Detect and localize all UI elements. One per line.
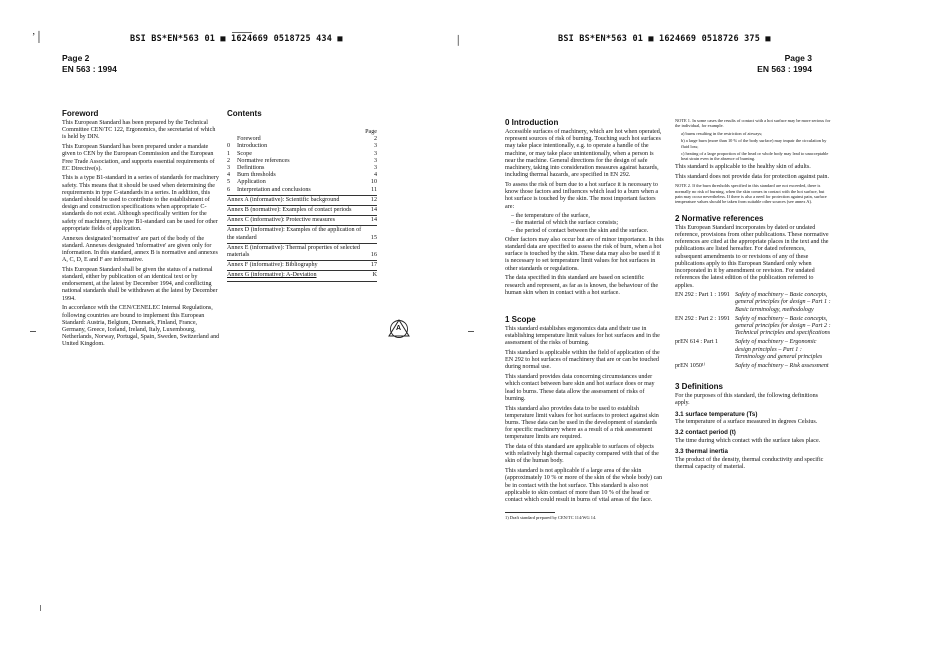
foreword-paragraph: In accordance with the CEN/CENELEC Internal Regulations, following countries are bound to implement this European Standard: Austria, Belgium, Denmark, Finland, France, Germany, Greece, Iceland, Ireland, Italy, Luxembourg, Netherlands, Norway, Portugal, Spain, Sweden, Switzerland and United Kingdom. xyxy=(62,305,220,348)
toc-annex-page: 15 xyxy=(370,234,377,241)
factor-list xyxy=(511,213,665,235)
toc-annex-page: 14 xyxy=(370,207,377,214)
intro-paragraph: Accessible surfaces of machinery, which are hot when operated, represent sources of risk of burning. Touching such hot surfaces may take place intentionally, e.g. to operate a handle of the machine, or may take place unintentionally, when a person is near the machine. General directions for the design of safe machinery, taking into consideration measures against hazards, including thermal hazards, are specified in EN 292. xyxy=(505,129,662,179)
toc-item[interactable] xyxy=(227,136,377,143)
deviation-stamp-letter: A xyxy=(396,325,402,332)
reference-title: Safety of machinery – Basic concepts, general principles for design – Part 1 : Basic terminology, methodology xyxy=(735,292,831,313)
definitions-intro: For the purposes of this standard, the following definitions apply. xyxy=(675,393,819,407)
factor-item: – the material of which the surface consists; xyxy=(511,220,665,227)
contents-title: Contents xyxy=(227,109,262,118)
reference-item[interactable] xyxy=(675,339,833,361)
toc-item[interactable] xyxy=(227,143,377,150)
notes-references-column xyxy=(675,118,833,473)
toc-num: 4 xyxy=(227,172,231,179)
header-code-right: BSI BS*EN*563 01 ■ 1624669 0518726 375 ■ xyxy=(558,34,771,44)
note-1-item: b) a large burn (more than 10 % of the body surface) may impair the circulation by fluid loss; xyxy=(681,138,827,149)
toc-title: Application xyxy=(237,179,266,186)
scope-paragraph: The data of this standard are applicable to surfaces of objects with relatively high thermal capacity compared with that of the skin of the human body. xyxy=(505,444,659,465)
toc-page: 3 xyxy=(373,157,377,164)
definition-text: The product of the density, thermal conductivity and specific thermal capacity of material. xyxy=(675,456,824,470)
toc-item[interactable] xyxy=(227,187,377,194)
reference-item[interactable] xyxy=(675,363,833,370)
toc-annex-page: 14 xyxy=(370,217,377,224)
reference-item[interactable] xyxy=(675,316,833,338)
foreword-paragraph: This European Standard shall be given the status of a national standard, either by publication of an identical text or by endorsement, at the latest by December 1994, and conflicting national standards shall be withdrawn at the latest by December 1994. xyxy=(62,266,218,302)
toc-annex-title: Annex F (informative): Bibliography xyxy=(227,262,318,269)
definition-text: The temperature of a surface measured in degrees Celsius. xyxy=(675,419,818,426)
factor-item: – the temperature of the surface, xyxy=(511,213,665,220)
toc-num: 6 xyxy=(227,186,231,193)
note-2: NOTE 2. If the burn thresholds specified in this standard are not exceeded, there is normally no risk of burning, when the skin comes in contact with the hot surface, but pain may occur nevertheless. If there is also a need for protection against pain, surface temperature values should be taken from suitable other sources (see annex A). xyxy=(675,183,827,205)
deviation-stamp xyxy=(388,318,410,338)
header-code-left: BSI BS*EN*563 01 ■ 1624669 0518725 434 ■ xyxy=(130,34,343,44)
toc-item[interactable] xyxy=(227,165,377,172)
toc-annex-item[interactable] xyxy=(227,243,377,260)
scope-heading: 1 Scope xyxy=(505,314,536,324)
toc-title: Interpretation and conclusions xyxy=(237,186,311,193)
toc-annex-title: Annex G (informative): A-Deviation xyxy=(227,272,317,279)
toc-page: 2 xyxy=(373,136,377,143)
foreword-paragraph: This European Standard has been prepared under a mandate given to CEN by the European Commission and the European Free Trade Association, and supports essential requirements of EC Directive(s). xyxy=(62,144,215,172)
page-label-right: Page 3 xyxy=(784,53,812,63)
foreword-paragraph: This is a type B1-standard in a series of standards for machinery safety. This means that it should be used when determining the requirements in type C-standards in a series. In addition, this standard should be used to contribute to the establishment of design and construction specifications when appropriate C-standards do not exist. Although specifically written for the safety of machinery, this type B1-standard can be used for other appropriate fields of application. xyxy=(62,175,219,232)
toc-title: Introduction xyxy=(237,143,268,150)
intro-paragraph: Other factors may also occur but are of minor importance. In this standard data are specified to assess the risk of burn, when a hot surface is touched by the skin. These data may also be used if it is necessary to set temperature limit values for hot surfaces in other standards or regulations. xyxy=(505,236,664,272)
toc-annex-page: 17 xyxy=(370,262,377,269)
bottom-mark-left xyxy=(40,605,41,611)
intro-paragraph: The data specified in this standard are based on scientific research and represent, as far as is known, the behaviour of the human skin when in contact with a hot surface. xyxy=(505,275,659,296)
toc-annex-item[interactable] xyxy=(227,215,377,225)
reference-title: Safety of machinery – Risk assessment xyxy=(735,363,829,370)
reference-item[interactable] xyxy=(675,292,833,314)
corner-mark-center: │ xyxy=(455,35,462,45)
header-rule-left xyxy=(232,32,252,33)
contents-page-label: Page xyxy=(365,129,377,135)
toc-num: 0 xyxy=(227,143,231,150)
foreword-paragraph: This European Standard has been prepared by the Technical Committee CEN/TC 122, Ergonomics, the secretariat of which is held by DIN. xyxy=(62,120,216,141)
toc-page: 3 xyxy=(373,143,377,150)
toc-num: 5 xyxy=(227,179,231,186)
scope-paragraph: This standard is not applicable if a large area of the skin (approximately 10 % or more of the skin of the whole body) can be in contact with the hot surface. This standard is also not applicable to skin contact of more than 10 % of the head or contact which could result in burns of vital areas of the face. xyxy=(505,468,663,503)
footnote-rule xyxy=(505,512,555,513)
toc-page: 4 xyxy=(373,172,377,179)
corner-mark-left: ’│ xyxy=(32,32,43,43)
foreword-paragraph: Annexes designated 'normative' are part of the body of the standard. Annexes designated 'informative' are given only for information. In this standard, annex B is normative and annexes A, C, D, E and F are informative. xyxy=(62,235,218,264)
toc-title: Foreword xyxy=(237,136,261,143)
toc-title: Scope xyxy=(237,150,252,157)
intro-paragraph: To assess the risk of burn due to a hot surface it is necessary to know those factors and influences which lead to a burn when a hot surface is touched by the skin. The most important factors are: xyxy=(505,181,659,210)
intro-scope-column xyxy=(505,118,665,522)
margin-mark-left xyxy=(30,331,36,332)
toc-annex-page: K xyxy=(372,272,377,279)
scope-paragraph: This standard provides data concerning circumstances under which contact between bare skin and hot surface does or may lead to burns. These data allow the assessment of risks of burning. xyxy=(505,374,655,402)
toc-item[interactable] xyxy=(227,172,377,179)
toc-annex-page: 16 xyxy=(370,252,377,259)
toc-annex-title: Annex B (normative): Examples of contact periods xyxy=(227,207,352,214)
toc-page: 11 xyxy=(371,186,377,193)
toc-page: 10 xyxy=(370,179,377,186)
toc-page: 3 xyxy=(373,165,377,172)
footnote: 1) Draft standard prepared by CEN/TC 114/WG 14. xyxy=(505,514,597,520)
note-1-item: c) heating of a large proportion of the head or whole body may lead to unacceptable heat strain even in the absence of burning. xyxy=(681,151,829,162)
toc-annex-item[interactable] xyxy=(227,225,377,242)
pain-text: This standard does not provide data for protection against pain. xyxy=(675,173,829,180)
toc-title: Burn thresholds xyxy=(237,172,276,179)
factor-item: – the period of contact between the skin and the surface. xyxy=(511,228,665,235)
toc-annex-title: Annex E (informative): Thermal properties of selected materials xyxy=(227,244,360,259)
toc-item[interactable] xyxy=(227,179,377,186)
scope-paragraph: This standard establishes ergonomics data and their use in establishing temperature limit values for hot surfaces and in the assessment of the risks of burning. xyxy=(505,325,660,347)
contents-page-header xyxy=(227,129,377,136)
reference-code: prEN 614 : Part 1 xyxy=(675,339,718,346)
toc-page: 3 xyxy=(373,150,377,157)
toc-annex-item[interactable] xyxy=(227,260,377,270)
standard-id-left: EN 563 : 1994 xyxy=(62,64,117,74)
toc-annex-page: 12 xyxy=(370,196,377,203)
toc-annex-item[interactable] xyxy=(227,195,377,205)
scope-paragraph: This standard also provides data to be used to establish temperature limit values for hot surfaces to protect against skin burns. These data can be used in the development of standards for specific machinery where as a result of a risk assessment temperature limits are required. xyxy=(505,405,659,441)
toc-num xyxy=(227,136,237,143)
definition-term: 3.1 surface temperature (Ts) xyxy=(675,410,758,418)
toc-annex-title: Annex A (informative): Scientific background xyxy=(227,196,340,203)
toc-annex-title: Annex D (informative): Examples of the application of the standard xyxy=(227,227,362,241)
standard-id-right: EN 563 : 1994 xyxy=(757,64,812,74)
toc-annex-item[interactable] xyxy=(227,270,377,281)
reference-code: EN 292 : Part 2 : 1991 xyxy=(675,315,730,322)
toc-annex-item[interactable] xyxy=(227,205,377,215)
definition-text: The time during which contact with the surface takes place. xyxy=(675,437,821,444)
toc-num: 1 xyxy=(227,150,231,157)
foreword-column xyxy=(62,109,220,351)
applicability-text: This standard is applicable to the healthy skin of adults. xyxy=(675,163,811,170)
reference-code: prEN 1050¹⁾ xyxy=(675,363,706,370)
reference-code: EN 292 : Part 1 : 1991 xyxy=(675,292,730,299)
foreword-title: Foreword xyxy=(62,109,99,118)
toc-num: 3 xyxy=(227,165,231,172)
toc-title: Normative references xyxy=(237,157,290,164)
page-number-right xyxy=(757,53,812,75)
reference-title: Safety of machinery – Basic concepts, general principles for design – Part 2 : Technical principles and specifications xyxy=(735,315,831,337)
toc-annex-title: Annex C (informative): Protective measures xyxy=(227,217,335,224)
note-1: NOTE 1. In some cases the results of contact with a hot surface may be more serious for the individual, for example. xyxy=(675,118,831,129)
definition-term: 3.3 thermal inertia xyxy=(675,448,728,456)
scope-paragraph: This standard is applicable within the field of application of the EN 292 to hot surfaces of machinery that are or can be touched during normal use. xyxy=(505,350,660,371)
normative-references-heading: 2 Normative references xyxy=(675,213,764,223)
definitions-heading: 3 Definitions xyxy=(675,382,724,392)
definition-term: 3.2 contact period (t) xyxy=(675,429,736,437)
reference-title: Safety of machinery – Ergonomic design principles – Part 1 : Terminology and general principles xyxy=(735,339,823,360)
contents-column xyxy=(227,109,377,282)
toc-num: 2 xyxy=(227,157,231,164)
introduction-heading: 0 Introduction xyxy=(505,118,559,127)
toc-item[interactable] xyxy=(227,151,377,158)
toc-item[interactable] xyxy=(227,158,377,165)
margin-mark-center xyxy=(468,331,474,332)
page-label-left: Page 2 xyxy=(62,53,90,63)
normative-paragraph: This European Standard incorporates by dated or undated reference, provisions from other publications. These normative references are cited at the appropriate places in the text and the publications are listed hereafter. For dated references, subsequent amendments to or revisions of any of these publications apply to this European Standard only when incorporated in it by amendment or revision. For undated references the latest edition of the publication referred to applies. xyxy=(675,224,829,289)
note-1-item: a) burns resulting in the restriction of airways; xyxy=(681,130,763,136)
toc-title: Definitions xyxy=(237,165,265,172)
page-number-left xyxy=(62,53,117,75)
